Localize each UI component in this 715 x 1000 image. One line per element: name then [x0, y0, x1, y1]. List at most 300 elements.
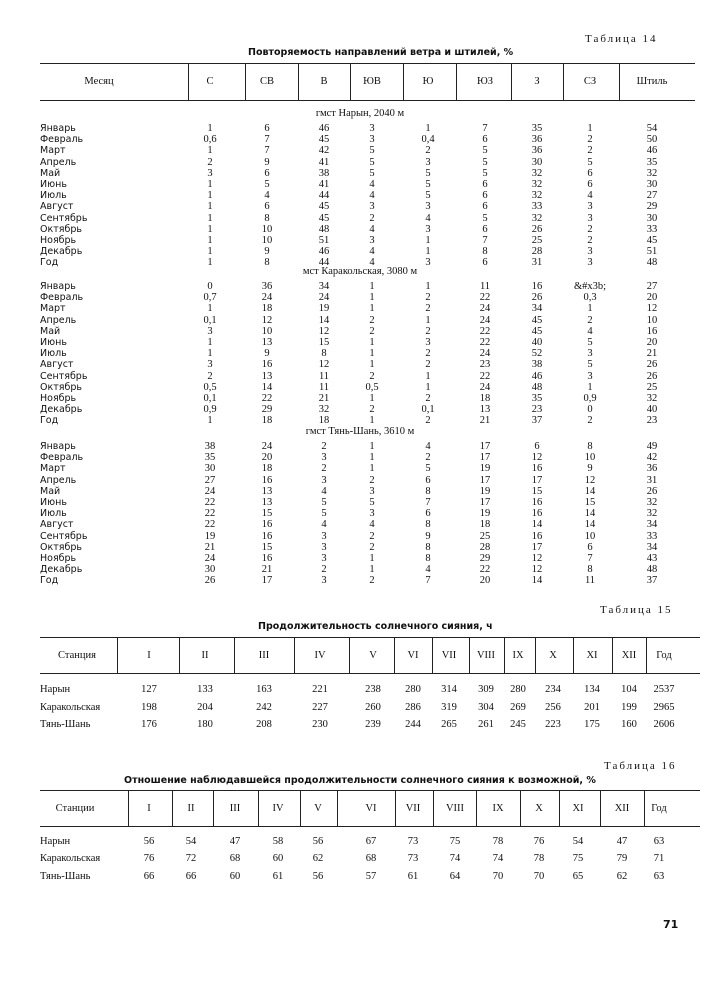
data-cell: 1 [207, 145, 213, 157]
data-cell: 5 [369, 145, 375, 157]
data-cell: 25 [531, 235, 543, 246]
data-cell: 17 [479, 474, 491, 486]
data-cell: 27 [646, 281, 658, 292]
data-cell: 0,6 [203, 134, 217, 146]
data-cell: 3 [587, 370, 593, 382]
data-cell: 62 [312, 853, 324, 864]
data-cell: 24 [479, 348, 491, 360]
data-cell: 16 [261, 359, 273, 371]
data-cell: 244 [405, 719, 421, 730]
column-header: VII [441, 650, 457, 661]
data-cell: 37 [531, 415, 543, 427]
data-cell: 5 [482, 145, 488, 157]
station-subheading: мст Каракольская, 3080 м [302, 266, 418, 277]
column-header: Станции [55, 803, 95, 814]
data-cell: 47 [616, 836, 628, 847]
column-header: X [535, 803, 543, 814]
data-cell: 60 [229, 871, 241, 882]
data-cell: 1 [369, 303, 375, 315]
data-cell: 6 [482, 179, 488, 190]
data-cell: 7 [482, 235, 488, 246]
data-cell: 280 [405, 684, 421, 695]
data-cell: 4 [587, 325, 593, 337]
data-cell: 5 [425, 167, 431, 179]
data-cell: 32 [531, 179, 543, 190]
month-label: Декабрь [40, 246, 83, 258]
data-cell: 5 [321, 508, 327, 520]
data-cell: 20 [479, 575, 491, 587]
data-cell: 12 [531, 452, 543, 464]
data-cell: 1 [369, 463, 375, 475]
data-cell: 2 [321, 564, 327, 576]
column-header: VIII [445, 803, 465, 814]
data-cell: 5 [369, 167, 375, 179]
data-cell: 30 [204, 564, 216, 576]
data-cell: 1 [207, 235, 213, 246]
data-cell: 68 [229, 853, 241, 864]
data-cell: 36 [531, 134, 543, 146]
data-cell: 6 [482, 134, 488, 146]
data-cell: 176 [141, 719, 157, 730]
data-cell: 45 [318, 201, 330, 213]
data-cell: 46 [318, 123, 330, 134]
column-header: III [258, 650, 270, 661]
data-cell: 133 [197, 684, 213, 695]
data-cell: 23 [646, 415, 658, 427]
data-cell: 78 [492, 836, 504, 847]
data-cell: 256 [545, 702, 561, 713]
column-header: Ю [422, 76, 434, 87]
data-cell: 24 [261, 292, 273, 304]
data-cell: 4 [425, 212, 431, 224]
data-cell: 1 [369, 415, 375, 427]
data-cell: 4 [369, 179, 375, 190]
data-cell: 2 [369, 370, 375, 382]
month-label: Сентябрь [40, 370, 88, 382]
month-label: Май [40, 325, 61, 337]
data-cell: 2 [587, 134, 593, 146]
column-header: СВ [259, 76, 274, 87]
column-header: X [549, 650, 557, 661]
data-cell: 5 [482, 167, 488, 179]
data-cell: 260 [365, 702, 381, 713]
data-cell: 8 [321, 348, 327, 360]
data-cell: 2 [321, 463, 327, 475]
month-label: Июль [40, 190, 67, 202]
column-header: II [187, 803, 195, 814]
data-cell: 73 [407, 853, 419, 864]
column-header: С [206, 76, 214, 87]
column-header: V [369, 650, 377, 661]
data-cell: 38 [204, 441, 216, 452]
data-cell: 3 [587, 201, 593, 213]
column-header: IV [272, 803, 284, 814]
table-16-top-rule [40, 790, 700, 791]
column-header: Год [656, 650, 672, 661]
data-cell: 10 [261, 223, 273, 235]
data-cell: 18 [479, 519, 491, 531]
month-label: Апрель [40, 314, 77, 326]
data-cell: 280 [510, 684, 526, 695]
station-name: Тянь-Шань [40, 719, 91, 730]
data-cell: 79 [616, 853, 628, 864]
data-cell: 0,1 [203, 314, 217, 326]
data-cell: 1 [587, 303, 593, 315]
data-cell: 10 [646, 314, 658, 326]
data-cell: 199 [621, 702, 637, 713]
data-cell: 16 [261, 530, 273, 542]
data-cell: 160 [621, 719, 637, 730]
data-cell: 221 [312, 684, 328, 695]
data-cell: 12 [318, 325, 330, 337]
data-cell: 4 [264, 190, 270, 202]
data-cell: 22 [261, 393, 273, 404]
column-header: СЗ [583, 76, 597, 87]
data-cell: 3 [425, 223, 431, 235]
data-cell: 45 [531, 325, 543, 337]
data-cell: 3 [369, 201, 375, 213]
data-cell: 54 [185, 836, 197, 847]
table-14-header-rule [40, 100, 695, 101]
data-cell: 0,1 [203, 393, 217, 404]
data-cell: 44 [318, 190, 330, 202]
data-cell: 0,5 [365, 381, 379, 393]
data-cell: 2 [207, 370, 213, 382]
data-cell: 2 [425, 145, 431, 157]
data-cell: 1 [369, 359, 375, 371]
column-header: I [147, 803, 151, 814]
column-header: IX [512, 650, 524, 661]
data-cell: 10 [584, 530, 596, 542]
data-cell: 6 [264, 123, 270, 134]
data-cell: 223 [545, 719, 561, 730]
data-cell: 45 [318, 212, 330, 224]
month-label: Октябрь [40, 541, 82, 553]
data-cell: 6 [587, 179, 593, 190]
data-cell: 54 [646, 123, 658, 134]
data-cell: 15 [318, 337, 330, 348]
data-cell: 17 [479, 497, 491, 508]
data-cell: 1 [425, 314, 431, 326]
table-16-label: Таблица 16 [604, 760, 677, 772]
month-label: Март [40, 145, 66, 157]
data-cell: 286 [405, 702, 421, 713]
data-cell: 6 [587, 167, 593, 179]
data-cell: 75 [572, 853, 584, 864]
data-cell: 4 [369, 257, 375, 269]
data-cell: 2 [425, 325, 431, 337]
data-cell: 3 [369, 134, 375, 146]
data-cell: 134 [584, 684, 600, 695]
data-cell: 1 [369, 281, 375, 292]
data-cell: 1 [369, 452, 375, 464]
data-cell: 3 [207, 359, 213, 371]
data-cell: 28 [479, 541, 491, 553]
data-cell: 127 [141, 684, 157, 695]
month-label: Год [40, 415, 59, 427]
data-cell: 5 [369, 156, 375, 168]
data-cell: 24 [479, 314, 491, 326]
data-cell: 70 [533, 871, 545, 882]
data-cell: 56 [312, 871, 324, 882]
data-cell: 2 [587, 314, 593, 326]
data-cell: 18 [261, 415, 273, 427]
data-cell: 3 [321, 575, 327, 587]
data-cell: 6 [482, 201, 488, 213]
data-cell: 4 [369, 246, 375, 258]
data-cell: 1 [425, 281, 431, 292]
month-label: Июль [40, 508, 67, 520]
data-cell: 11 [584, 575, 596, 587]
data-cell: 57 [365, 871, 377, 882]
column-header: В [320, 76, 328, 87]
data-cell: 2 [425, 415, 431, 427]
month-label: Август [40, 359, 74, 371]
data-cell: 13 [261, 337, 273, 348]
data-cell: 3 [369, 235, 375, 246]
data-cell: 61 [272, 871, 284, 882]
data-cell: 36 [646, 463, 658, 475]
data-cell: 9 [264, 246, 270, 258]
data-cell: 7 [482, 123, 488, 134]
data-cell: 314 [441, 684, 457, 695]
data-cell: 16 [531, 508, 543, 520]
data-cell: 50 [646, 134, 658, 146]
month-label: Декабрь [40, 564, 83, 576]
data-cell: 261 [478, 719, 494, 730]
month-label: Февраль [40, 452, 84, 464]
data-cell: 66 [143, 871, 155, 882]
station-name: Тянь-Шань [40, 871, 91, 882]
data-cell: 17 [261, 575, 273, 587]
data-cell: 22 [204, 519, 216, 531]
data-cell: 2 [587, 235, 593, 246]
month-label: Октябрь [40, 223, 82, 235]
data-cell: 3 [321, 474, 327, 486]
column-header: II [201, 650, 209, 661]
data-cell: 6 [482, 257, 488, 269]
month-label: Февраль [40, 134, 84, 146]
data-cell: 32 [318, 404, 330, 416]
data-cell: 13 [261, 497, 273, 508]
data-cell: 27 [204, 474, 216, 486]
data-cell: 7 [587, 553, 593, 564]
data-cell: 42 [646, 452, 658, 464]
data-cell: 13 [261, 485, 273, 497]
data-cell: 21 [318, 393, 330, 404]
data-cell: 5 [425, 463, 431, 475]
data-cell: 309 [478, 684, 494, 695]
data-cell: 40 [646, 404, 658, 416]
data-cell: 1 [425, 235, 431, 246]
data-cell: 26 [531, 223, 543, 235]
data-cell: 48 [318, 223, 330, 235]
table-15-header-rule [40, 673, 700, 674]
data-cell: 24 [204, 553, 216, 564]
month-label: Октябрь [40, 381, 82, 393]
data-cell: 24 [261, 441, 273, 452]
data-cell: 14 [318, 314, 330, 326]
table-15-title: Продолжительность солнечного сияния, ч [258, 621, 493, 632]
data-cell: 1 [207, 212, 213, 224]
data-cell: 9 [425, 530, 431, 542]
data-cell: 1 [369, 441, 375, 452]
data-cell: 1 [207, 257, 213, 269]
data-cell: 63 [653, 871, 665, 882]
data-cell: 1 [207, 223, 213, 235]
data-cell: 16 [646, 325, 658, 337]
data-cell: 238 [365, 684, 381, 695]
data-cell: 32 [646, 508, 658, 520]
data-cell: 2537 [653, 684, 675, 695]
data-cell: 304 [478, 702, 494, 713]
station-name: Каракольская [40, 702, 101, 713]
data-cell: 2965 [653, 702, 675, 713]
data-cell: 1 [207, 123, 213, 134]
data-cell: 13 [479, 404, 491, 416]
data-cell: 35 [646, 156, 658, 168]
data-cell: 6 [425, 508, 431, 520]
data-cell: 22 [204, 508, 216, 520]
data-cell: 2 [369, 314, 375, 326]
data-cell: 17 [531, 541, 543, 553]
data-cell: 18 [261, 463, 273, 475]
data-cell: 1 [207, 201, 213, 213]
data-cell: 1 [425, 370, 431, 382]
data-cell: 7 [264, 134, 270, 146]
data-cell: 16 [261, 519, 273, 531]
data-cell: 26 [646, 485, 658, 497]
data-cell: 52 [531, 348, 543, 360]
data-cell: 32 [531, 190, 543, 202]
data-cell: 18 [479, 393, 491, 404]
column-header: VII [405, 803, 421, 814]
data-cell: 10 [261, 325, 273, 337]
data-cell: 3 [587, 257, 593, 269]
station-name: Нарын [40, 836, 71, 847]
data-cell: 1 [369, 553, 375, 564]
column-header: ЮВ [363, 76, 381, 87]
data-cell: 14 [261, 381, 273, 393]
data-cell: 2 [369, 530, 375, 542]
month-label: Ноябрь [40, 393, 77, 404]
station-subheading: гмст Тянь-Шань, 3610 м [305, 426, 415, 437]
data-cell: 8 [587, 441, 593, 452]
column-header: I [147, 650, 151, 661]
data-cell: 13 [261, 370, 273, 382]
data-cell: 3 [587, 348, 593, 360]
data-cell: 7 [264, 145, 270, 157]
data-cell: 35 [531, 393, 543, 404]
month-label: Март [40, 303, 66, 315]
data-cell: 163 [256, 684, 272, 695]
data-cell: 230 [312, 719, 328, 730]
table-14-top-rule [40, 63, 695, 64]
data-cell: 1 [207, 348, 213, 360]
data-cell: 269 [510, 702, 526, 713]
column-header: IV [314, 650, 326, 661]
data-cell: 3 [321, 530, 327, 542]
data-cell: 9 [264, 156, 270, 168]
data-cell: 34 [531, 303, 543, 315]
data-cell: 3 [321, 452, 327, 464]
data-cell: 29 [646, 201, 658, 213]
data-cell: 3 [369, 508, 375, 520]
data-cell: 17 [479, 452, 491, 464]
data-cell: 8 [264, 212, 270, 224]
data-cell: 0 [207, 281, 213, 292]
data-cell: 2 [369, 474, 375, 486]
data-cell: 32 [646, 167, 658, 179]
data-cell: 74 [492, 853, 504, 864]
data-cell: 242 [256, 702, 272, 713]
data-cell: 71 [653, 853, 665, 864]
data-cell: 1 [369, 393, 375, 404]
data-cell: 16 [531, 281, 543, 292]
data-cell: 4 [425, 441, 431, 452]
data-cell: 1 [587, 123, 593, 134]
data-cell: 48 [531, 381, 543, 393]
station-name: Нарын [40, 684, 71, 695]
data-cell: 51 [318, 235, 330, 246]
data-cell: 70 [492, 871, 504, 882]
month-label: Сентябрь [40, 212, 88, 224]
data-cell: 22 [479, 564, 491, 576]
data-cell: 67 [365, 836, 377, 847]
data-cell: 63 [653, 836, 665, 847]
data-cell: 2606 [653, 719, 675, 730]
data-cell: 1 [425, 123, 431, 134]
data-cell: 3 [369, 485, 375, 497]
column-header: Штиль [636, 76, 668, 87]
data-cell: 35 [204, 452, 216, 464]
month-label: Апрель [40, 474, 77, 486]
column-header: ЮЗ [476, 76, 494, 87]
column-header: VIII [476, 650, 496, 661]
month-label: Ноябрь [40, 235, 77, 246]
data-cell: 2 [587, 145, 593, 157]
data-cell: 4 [321, 519, 327, 531]
data-cell: 48 [646, 564, 658, 576]
column-header: XII [621, 650, 637, 661]
data-cell: 27 [646, 190, 658, 202]
month-label: Июнь [40, 497, 67, 508]
data-cell: 24 [204, 485, 216, 497]
data-cell: 2 [369, 404, 375, 416]
data-cell: 104 [621, 684, 637, 695]
data-cell: 4 [425, 564, 431, 576]
data-cell: 36 [261, 281, 273, 292]
data-cell: 25 [479, 530, 491, 542]
data-cell: 0,4 [421, 134, 435, 146]
data-cell: 5 [587, 359, 593, 371]
data-cell: 319 [441, 702, 457, 713]
data-cell: 175 [584, 719, 600, 730]
data-cell: 2 [425, 359, 431, 371]
data-cell: 26 [204, 575, 216, 587]
data-cell: 19 [479, 463, 491, 475]
data-cell: 5 [587, 156, 593, 168]
data-cell: 72 [185, 853, 197, 864]
data-cell: 204 [197, 702, 213, 713]
data-cell: 15 [261, 508, 273, 520]
data-cell: 3 [587, 246, 593, 258]
data-cell: 68 [365, 853, 377, 864]
data-cell: 37 [646, 575, 658, 587]
data-cell: 46 [646, 145, 658, 157]
data-cell: 2 [587, 415, 593, 427]
data-cell: 9 [587, 463, 593, 475]
